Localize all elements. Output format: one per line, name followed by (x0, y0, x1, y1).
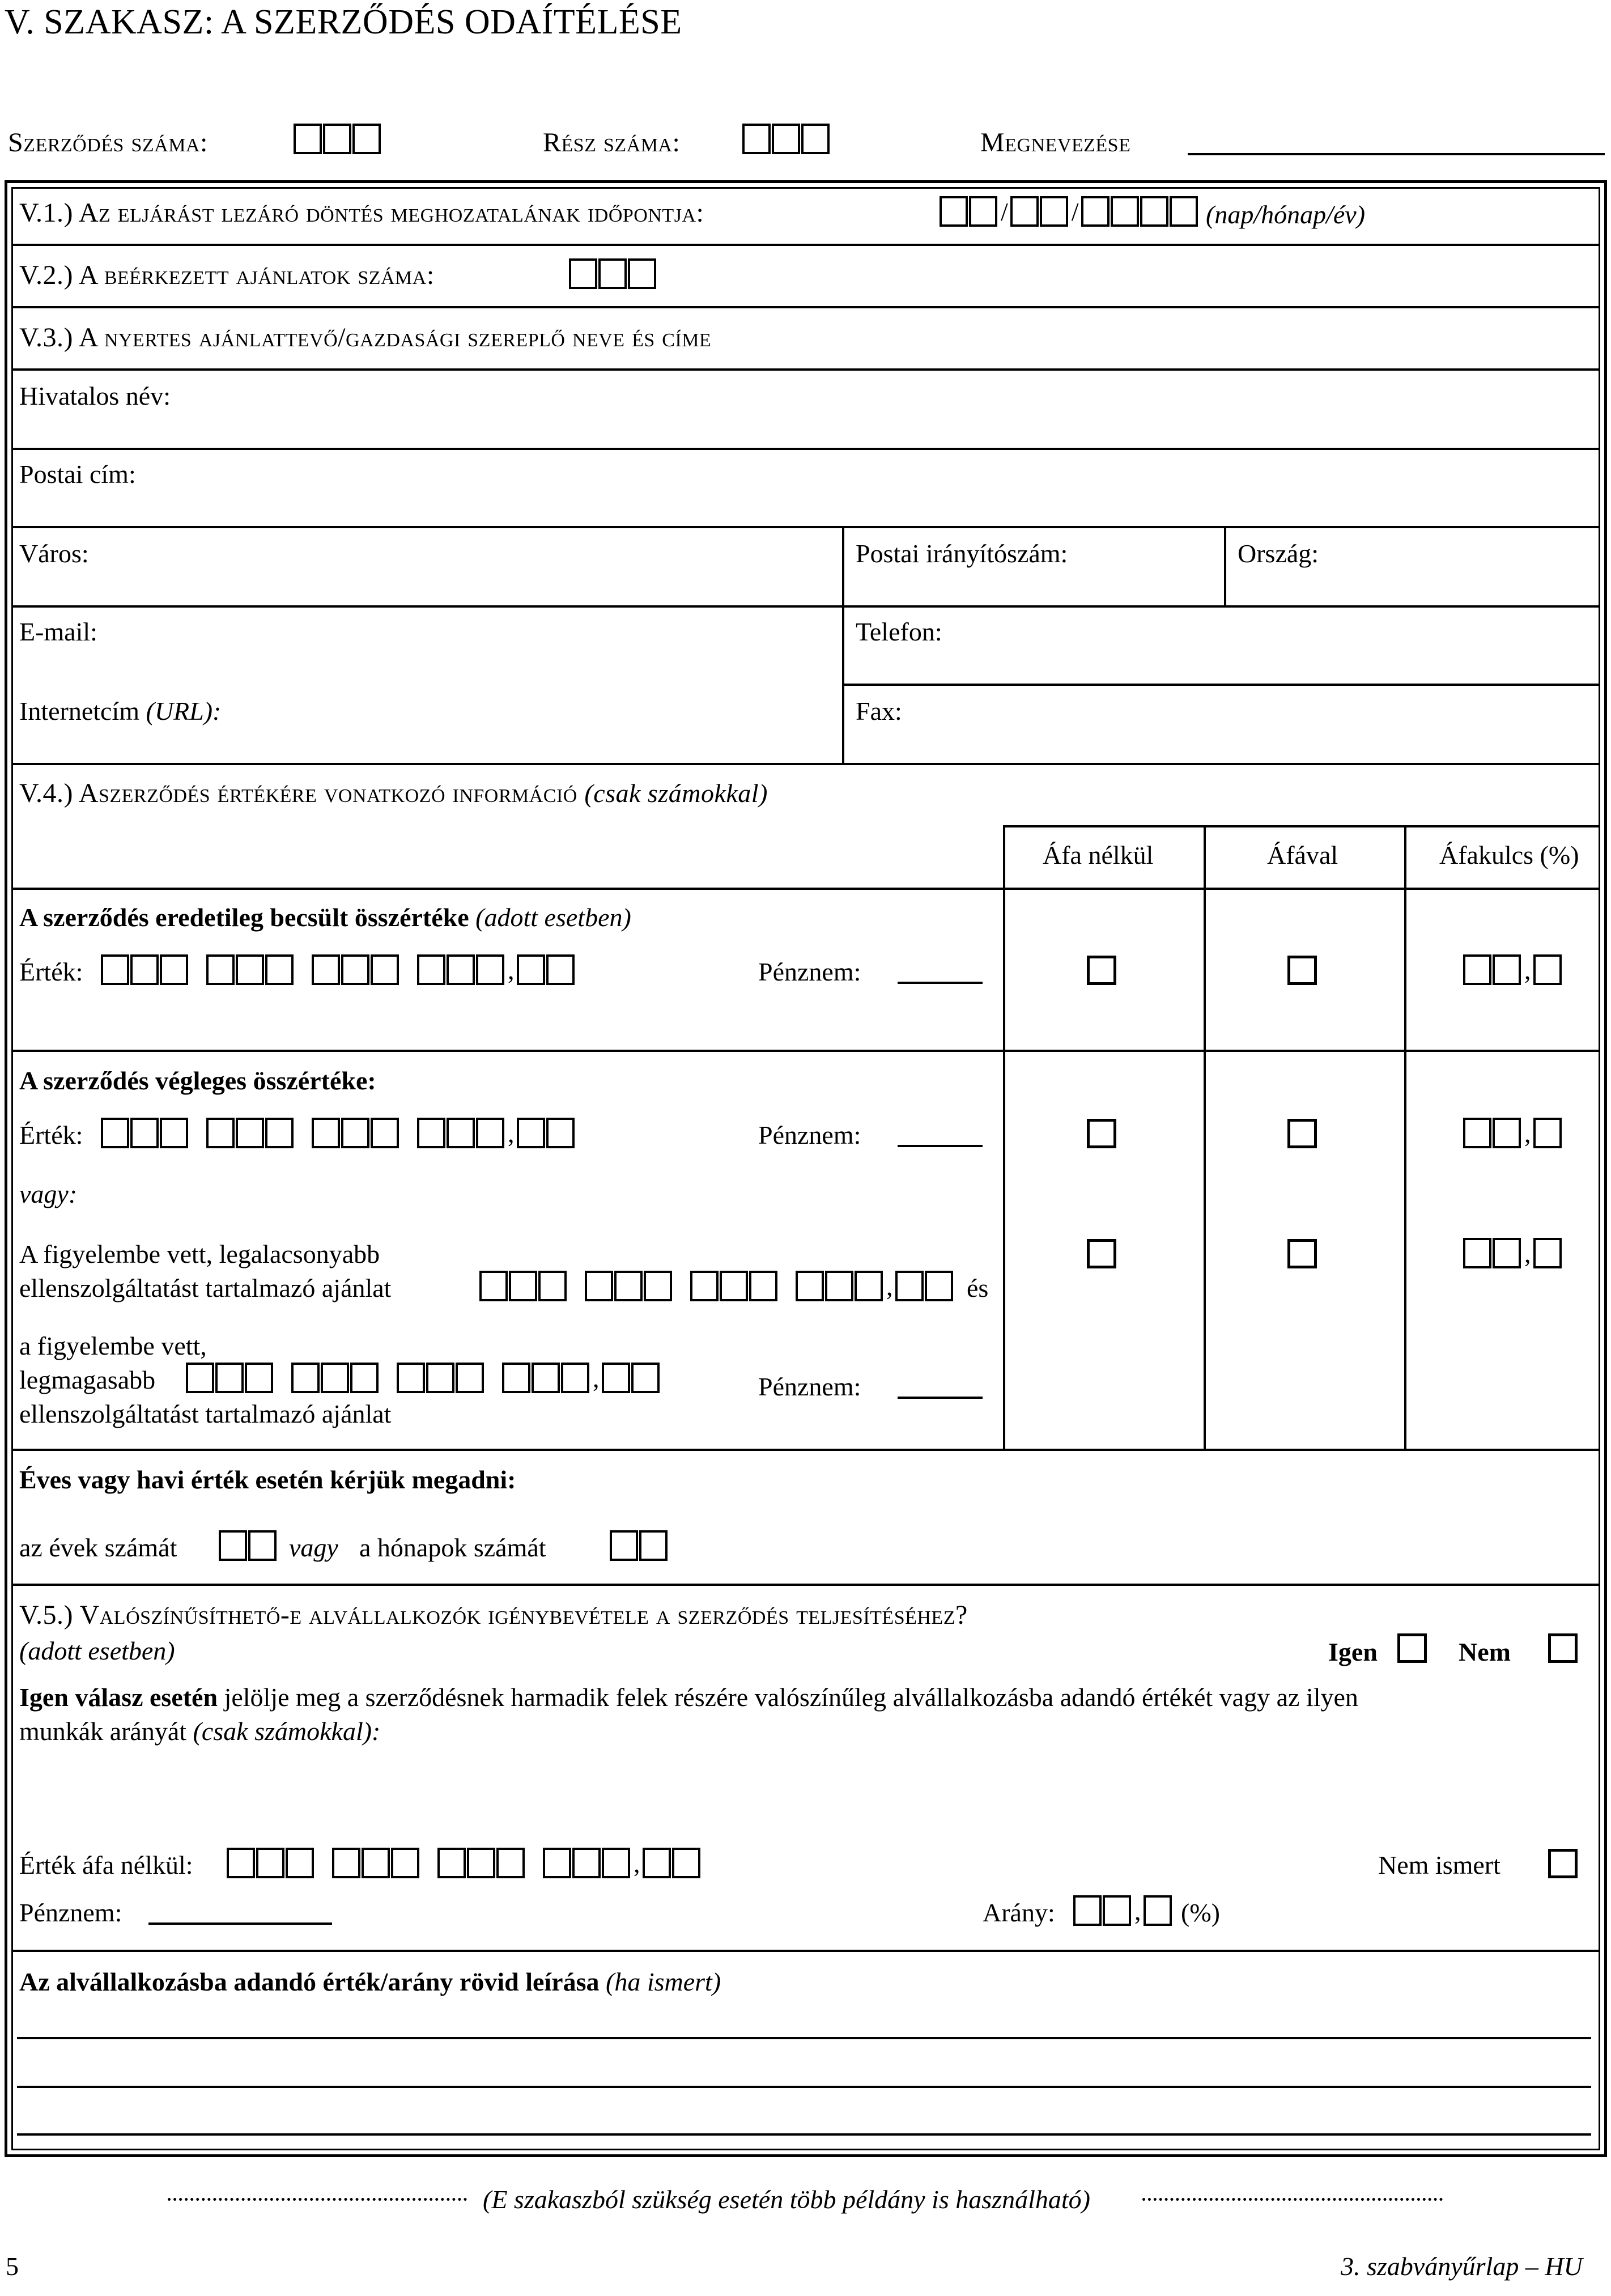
range-vat-rate-boxes[interactable]: , (1463, 1238, 1563, 1268)
estimated-with-vat-checkbox[interactable] (1287, 956, 1317, 985)
lowest-line2: ellenszolgáltatást tartalmazó ajánlat (19, 1274, 392, 1302)
name-label: Megnevezése (980, 128, 1131, 158)
years-label: az évek számát (19, 1533, 177, 1562)
if-yes-line1: Igen válasz esetén jelölje meg a szerződésnek harmadik felek részére valószínűleg alvállalkozásba adandó értékét vagy az ilyen (19, 1683, 1358, 1712)
final-no-vat-checkbox[interactable] (1087, 1119, 1116, 1148)
fax-label[interactable]: Fax: (856, 697, 902, 725)
v5-label: V.5.) Valószínűsíthető-e alvállalkozók igénybevétele a szerződés teljesítéséhez? (19, 1600, 968, 1630)
desc-line-1[interactable] (17, 2037, 1591, 2039)
percent-label: (%) (1181, 1898, 1220, 1927)
estimated-value-boxes[interactable]: , (101, 954, 576, 985)
postal-address-label[interactable]: Postai cím: (19, 460, 136, 489)
no-checkbox[interactable] (1548, 1633, 1578, 1663)
desc-line-3[interactable] (17, 2133, 1591, 2136)
lowest-value-boxes[interactable]: , (479, 1271, 954, 1301)
desc-title: Az alvállalkozásba adandó érték/arány rövid leírása (ha ismert) (19, 1967, 721, 1996)
if-yes-line2: munkák arányát (csak számokkal): (19, 1717, 381, 1746)
or-label: vagy: (19, 1179, 78, 1208)
range-with-vat-checkbox[interactable] (1287, 1239, 1317, 1268)
page-number: 5 (6, 2252, 19, 2281)
highest-currency-label: Pénznem: (758, 1372, 861, 1401)
highest-line2: legmagasabb (19, 1365, 156, 1394)
name-field-line[interactable] (1188, 153, 1605, 155)
months-boxes[interactable] (610, 1530, 669, 1561)
contract-no-boxes[interactable] (294, 124, 382, 154)
subcontract-value-boxes[interactable]: , (227, 1848, 702, 1878)
city-label[interactable]: Város: (19, 539, 89, 568)
copy-note: (E szakaszból szükség esetén több példány is használható) (483, 2185, 1090, 2214)
estimated-currency-field[interactable] (898, 982, 983, 984)
final-value-label: Érték: (19, 1121, 83, 1149)
internet-address-label[interactable]: Internetcím (URL): (19, 697, 222, 725)
ratio-boxes[interactable]: , (1073, 1895, 1173, 1926)
email-label[interactable]: E-mail: (19, 617, 97, 646)
annual-title: Éves vagy havi érték esetén kérjük megadni: (19, 1465, 516, 1494)
unknown-checkbox[interactable] (1548, 1849, 1578, 1878)
and-label: és (967, 1274, 989, 1302)
highest-value-boxes[interactable]: , (186, 1363, 661, 1393)
unknown-label: Nem ismert (1378, 1851, 1501, 1879)
final-currency-field[interactable] (898, 1145, 983, 1147)
col-no-vat: Áfa nélkül (1043, 841, 1154, 869)
v4-label: V.4.) Aszerződés értékére vonatkozó információ (csak számokkal) (19, 778, 768, 808)
highest-line1: a figyelembe vett, (19, 1331, 207, 1360)
ratio-label: Arány: (983, 1898, 1055, 1927)
final-value-boxes[interactable]: , (101, 1118, 576, 1148)
date-format-note: (nap/hónap/év) (1206, 200, 1366, 229)
range-no-vat-checkbox[interactable] (1087, 1239, 1116, 1268)
form-id: 3. szabványűrlap – HU (1341, 2252, 1583, 2281)
country-label[interactable]: Ország: (1238, 539, 1319, 568)
no-label: Nem (1459, 1637, 1511, 1666)
decision-date-boxes[interactable]: / / (940, 196, 1199, 227)
final-vat-rate-boxes[interactable]: , (1463, 1118, 1563, 1148)
footer-dots-left (168, 2198, 467, 2201)
col-with-vat: Áfával (1267, 841, 1338, 869)
official-name-label[interactable]: Hivatalos név: (19, 381, 171, 410)
subcontract-currency-field[interactable] (148, 1922, 332, 1925)
highest-line3: ellenszolgáltatást tartalmazó ajánlat (19, 1399, 392, 1428)
value-no-vat-label: Érték áfa nélkül: (19, 1851, 193, 1879)
highest-currency-field[interactable] (898, 1397, 983, 1399)
estimated-title: A szerződés eredetileg becsült összértéke (adott esetben) (19, 903, 631, 932)
offers-count-boxes[interactable] (569, 258, 657, 289)
estimated-vat-rate-boxes[interactable]: , (1463, 954, 1563, 985)
yes-label: Igen (1328, 1637, 1378, 1666)
or-inline: vagy (289, 1533, 338, 1562)
final-title: A szerződés végleges összértéke: (19, 1066, 376, 1095)
estimated-currency-label: Pénznem: (758, 957, 861, 986)
final-with-vat-checkbox[interactable] (1287, 1119, 1317, 1148)
section-title: V. SZAKASZ: A SZERZŐDÉS ODAÍTÉLÉSE (5, 3, 682, 41)
phone-label[interactable]: Telefon: (856, 617, 942, 646)
final-currency-label: Pénznem: (758, 1121, 861, 1149)
yes-checkbox[interactable] (1397, 1633, 1427, 1663)
v3-label: V.3.) A nyertes ajánlattevő/gazdasági szereplő neve és címe (19, 322, 712, 353)
postal-code-label[interactable]: Postai irányítószám: (856, 539, 1068, 568)
v1-label: V.1.) Az eljárást lezáró döntés meghozatalának időpontja: (19, 198, 704, 228)
estimated-no-vat-checkbox[interactable] (1087, 956, 1116, 985)
part-no-boxes[interactable] (742, 124, 831, 154)
v2-label: V.2.) A beérkezett ajánlatok száma: (19, 260, 435, 290)
contract-no-label: Szerződés száma: (8, 128, 208, 158)
years-boxes[interactable] (219, 1530, 278, 1561)
col-vat-rate: Áfakulcs (%) (1439, 841, 1579, 869)
estimated-value-label: Érték: (19, 957, 83, 986)
footer-dots-right (1142, 2198, 1443, 2201)
part-no-label: Rész száma: (543, 128, 681, 158)
subcontract-currency-label: Pénznem: (19, 1898, 122, 1927)
months-label: a hónapok számát (359, 1533, 546, 1562)
desc-line-2[interactable] (17, 2086, 1591, 2088)
v5-note: (adott esetben) (19, 1636, 175, 1665)
lowest-line1: A figyelembe vett, legalacsonyabb (19, 1240, 380, 1268)
